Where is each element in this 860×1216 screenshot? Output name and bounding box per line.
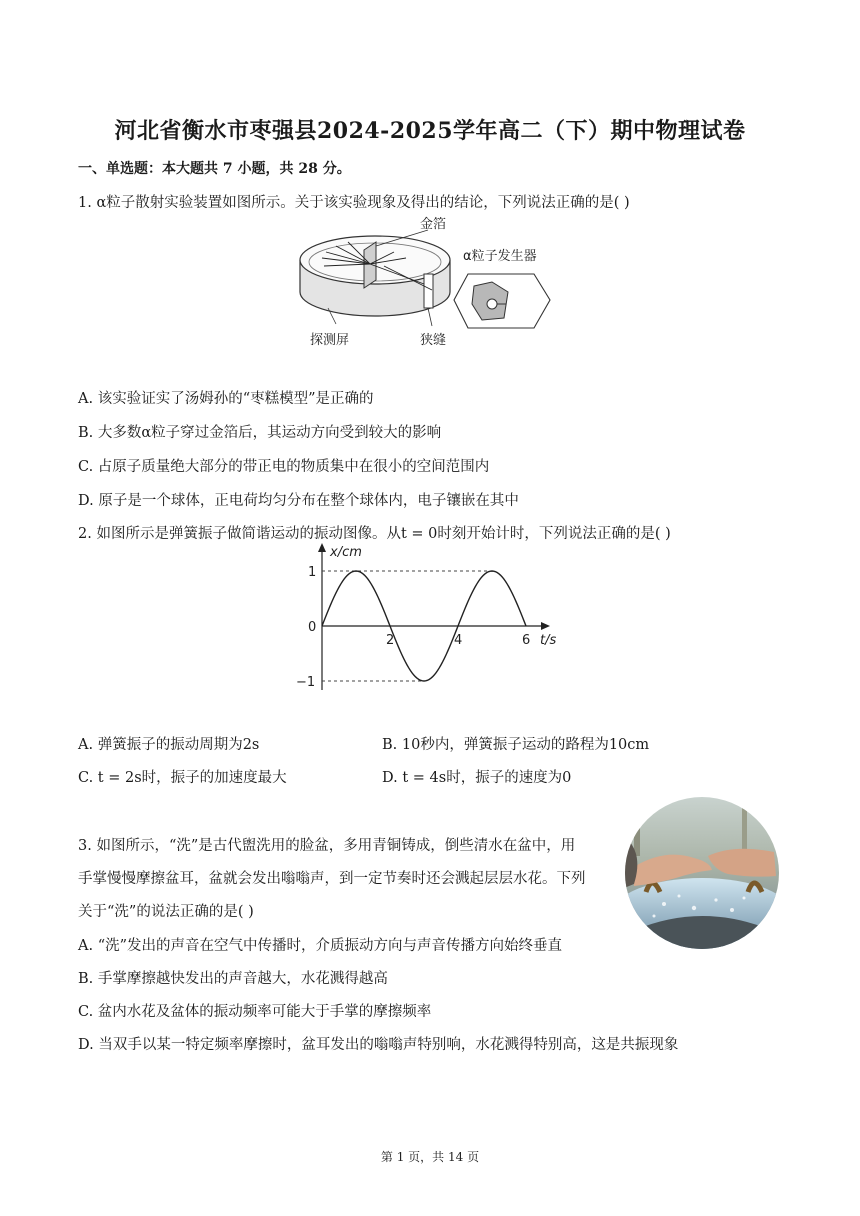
q2-option-c: C. t = 2s时，振子的加速度最大 xyxy=(78,770,287,786)
x-axis-label: t/s xyxy=(540,633,557,648)
section-heading: 一、单选题：本大题共 7 小题，共 28 分。 xyxy=(78,161,351,177)
q3-stem-line-3: 关于“洗”的说法正确的是( ) xyxy=(78,904,254,920)
q1-figure-alpha-scattering xyxy=(296,212,566,352)
q1-option-b: B. 大多数α粒子穿过金箔后，其运动方向受到较大的影响 xyxy=(78,425,442,441)
q1-option-d: D. 原子是一个球体，正电荷均匀分布在整个球体内，电子镶嵌在其中 xyxy=(78,493,519,509)
y-axis-arrow xyxy=(318,543,326,552)
y-tick-label: 1 xyxy=(308,565,317,580)
slit-label: 狭缝 xyxy=(420,333,447,348)
foil-label: 金箔 xyxy=(420,217,447,232)
page-title: 河北省衡水市枣强县2024-2025学年高二（下）期中物理试卷 xyxy=(114,118,746,144)
q3-option-d: D. 当双手以某一特定频率摩擦时，盆耳发出的嗡嗡声特别响，水花溅得特别高，这是共振现象 xyxy=(78,1037,679,1053)
q1-stem: 1. α粒子散射实验装置如图所示。关于该实验现象及得出的结论，下列说法正确的是( ) xyxy=(78,195,630,211)
q3-basin-photo xyxy=(624,796,780,950)
q3-option-b: B. 手掌摩擦越快发出的声音越大，水花溅得越高 xyxy=(78,971,388,987)
q2-vibration-graph xyxy=(290,540,580,700)
q2-option-a: A. 弹簧振子的振动周期为2s xyxy=(78,737,260,753)
y-axis-label: x/cm xyxy=(330,545,362,560)
y-tick-label: 0 xyxy=(308,620,317,635)
x-axis-arrow xyxy=(541,622,550,630)
q3-stem-line-1: 3. 如图所示，“洗”是古代盥洗用的脸盆，多用青铜铸成，倒些清水在盆中，用 xyxy=(78,838,576,854)
q2-option-b: B. 10秒内，弹簧振子运动的路程为10cm xyxy=(382,737,650,753)
q3-option-c: C. 盆内水花及盆体的振动频率可能大于手掌的摩擦频率 xyxy=(78,1004,432,1020)
q3-option-a: A. “洗”发出的声音在空气中传播时，介质振动方向与声音传播方向始终垂直 xyxy=(78,938,563,954)
x-tick-label: 6 xyxy=(522,633,531,648)
q1-option-a: A. 该实验证实了汤姆孙的“枣糕模型”是正确的 xyxy=(78,391,374,407)
y-tick-label: −1 xyxy=(296,675,316,690)
x-tick-label: 2 xyxy=(386,633,395,648)
x-tick-label: 4 xyxy=(454,633,463,648)
page-footer: 第 1 页，共 14 页 xyxy=(380,1150,480,1164)
q2-option-d: D. t = 4s时，振子的速度为0 xyxy=(382,770,572,786)
screen-label: 探测屏 xyxy=(310,333,350,348)
q3-stem-line-2: 手掌慢慢摩擦盆耳，盆就会发出嗡嗡声，到一定节奏时还会溅起层层水花。下列 xyxy=(78,871,586,887)
generator-label: α粒子发生器 xyxy=(463,249,537,264)
q2-stem: 2. 如图所示是弹簧振子做简谐运动的振动图像。从t = 0时刻开始计时，下列说法正确的是( ) xyxy=(78,526,671,542)
q1-option-c: C. 占原子质量绝大部分的带正电的物质集中在很小的空间范围内 xyxy=(78,459,490,475)
